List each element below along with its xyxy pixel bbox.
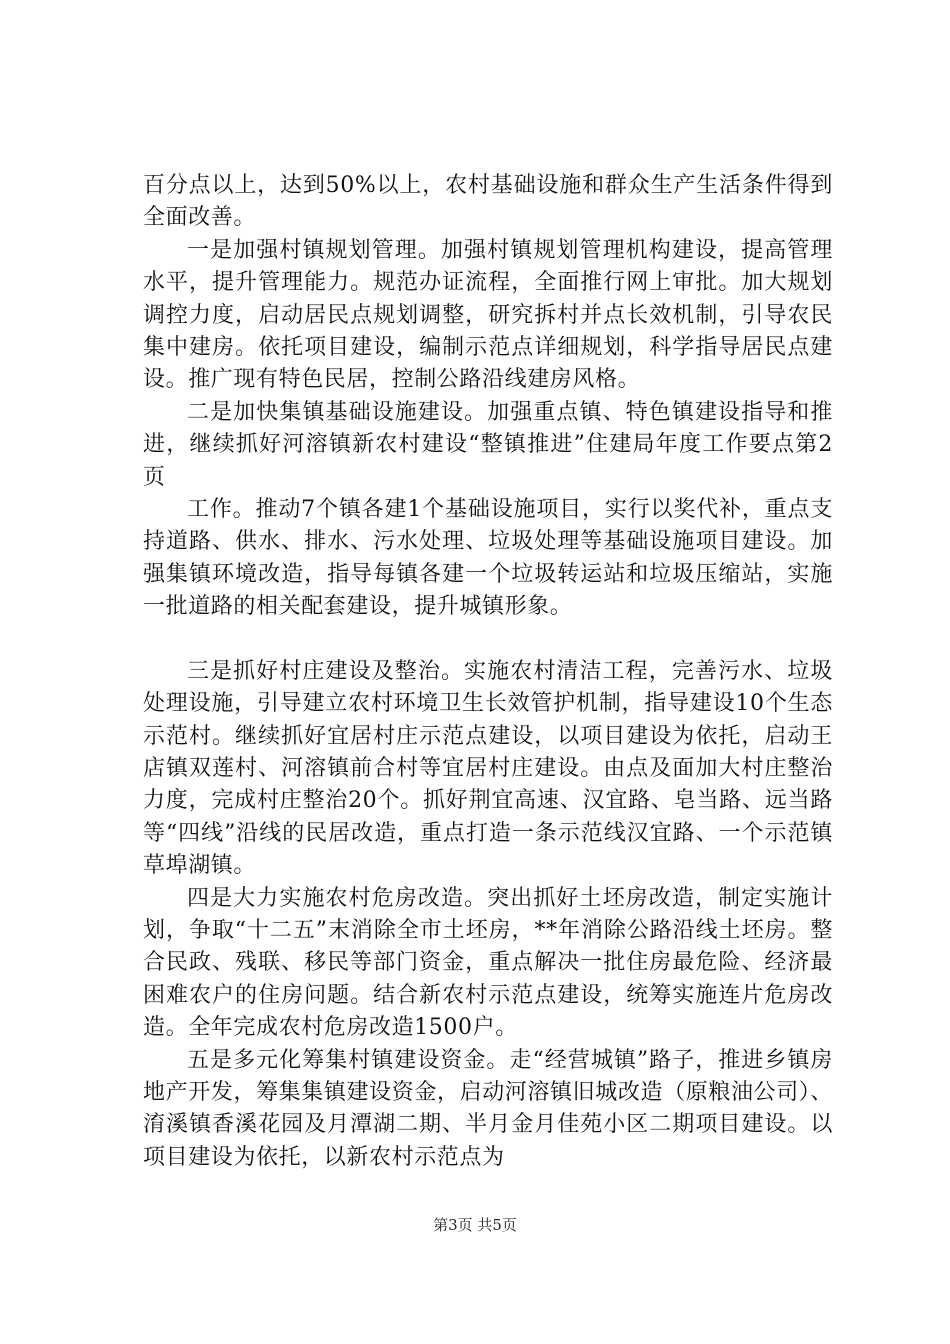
paragraph-infrastructure-work: 工作。推动7个镇各建1个基础设施项目，实行以奖代补，重点支持道路、供水、排水、污水处理、垃圾处理等基础设施项目建设。加强集镇环境改造，指导每镇各建一个垃圾转运站和垃圾压缩站，实施一批道路的相关配套建设，提升城镇形象。 — [143, 497, 833, 620]
paragraph-dangerous-housing: 四是大力实施农村危房改造。突出抓好土坯房改造，制定实施计划，争取“十二五”末消除全市土坯房，**年消除公路沿线土坯房。整合民政、残联、移民等部门资金，重点解决一批住房最危险、经济最困难农户的住房问题。结合新农村示范点建设，统筹实施连片危房改造。全年完成农村危房改造1500户。 — [143, 885, 833, 1041]
paragraph-construction-funding: 五是多元化筹集村镇建设资金。走“经营城镇”路子，推进乡镇房地产开发，筹集集镇建设资金，启动河溶镇旧城改造（原粮油公司）、淯溪镇香溪花园及月潭湖二期、半月金月佳苑小区二期项目建设。以项目建设为依托，以新农村示范点为 — [143, 1047, 833, 1170]
paragraph-spacer — [143, 624, 833, 656]
document-body — [143, 170, 833, 1174]
paragraph-village-renovation: 三是抓好村庄建设及整治。实施农村清洁工程，完善污水、垃圾处理设施，引导建立农村环境卫生长效管护机制，指导建设10个生态示范村。继续抓好宜居村庄示范点建设，以项目建设为依托，启动王店镇双莲村、河溶镇前合村等宜居村庄建设。由点及面加大村庄整治力度，完成村庄整治20个。抓好荆宜高速、汉宜路、皂当路、远当路等“四线”沿线的民居改造，重点打造一条示范线汉宜路、一个示范镇草埠湖镇。 — [143, 658, 833, 879]
page-footer: 第3页 共5页 — [433, 1216, 517, 1234]
paragraph-continuation: 百分点以上，达到50%以上，农村基础设施和群众生产生活条件得到全面改善。 — [143, 173, 833, 231]
paragraph-town-infrastructure: 二是加快集镇基础设施建设。加强重点镇、特色镇建设指导和推进，继续抓好河溶镇新农村建设“整镇推进”住建局年度工作要点第2页 — [143, 399, 833, 490]
paragraph-village-planning: 一是加强村镇规划管理。加强村镇规划管理机构建设，提高管理水平，提升管理能力。规范办证流程，全面推行网上审批。加大规划调控力度，启动居民点规划调整，研究拆村并点长效机制，引导农民集中建房。依托项目建设，编制示范点详细规划，科学指导居民点建设。推广现有特色民居，控制公路沿线建房风格。 — [143, 237, 833, 393]
